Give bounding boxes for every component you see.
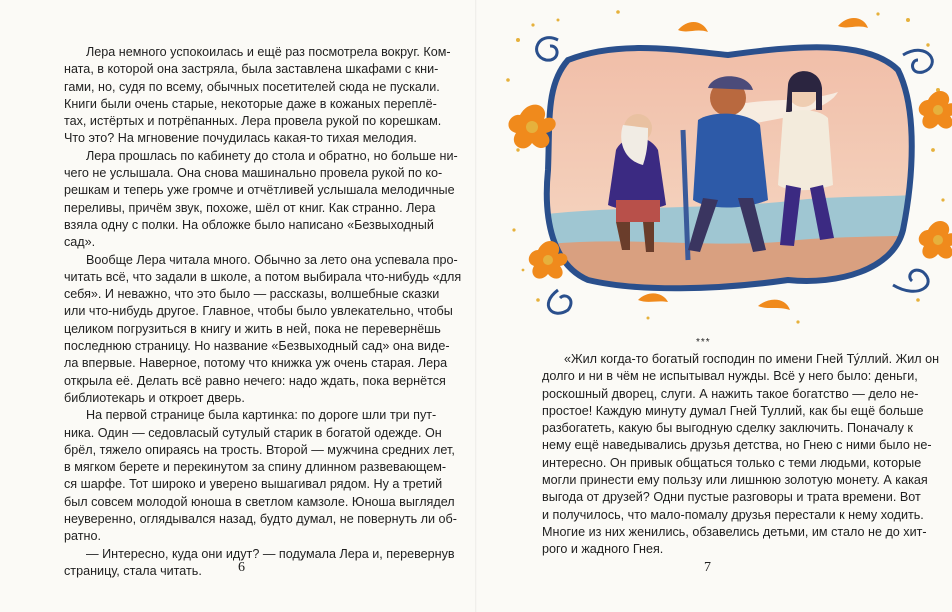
text-line: выгода от друзей? Одни пустые разговоры и трата времени. Вот: [542, 490, 921, 505]
text-line: решкам и теперь уже громче и отчётливей услышала мелодичные: [64, 183, 455, 198]
text-line: библиотекарь и откроет дверь.: [64, 390, 245, 405]
text-line: последнюю страницу. Но название «Безвыходный сад» она виде-: [64, 339, 450, 354]
text-line: нему ещё наведывались друзья детства, но Гнею с ними было не-: [542, 438, 932, 453]
text-line: роскошный дворец, слуги. А нажить такое богатство — дело не-: [542, 386, 919, 401]
text-line: целиком погрузиться в книгу и жить в ней, пока не перевернёшь: [64, 321, 441, 336]
right-page-text: [542, 351, 940, 559]
text-line: Книги были очень старые, некоторые даже в кожаных переплё-: [64, 96, 437, 111]
text-line: «Жил когда-то богатый господин по имени Гней Ту́ллий. Жил он: [564, 352, 940, 366]
text-line: переливы, причём звук, похоже, шёл от книг. Как странно. Лера: [64, 200, 436, 215]
text-line: ся шарфе. Тот широко и уверено вышагивал рядом. Ну а третий: [64, 477, 443, 492]
text-line: сад».: [64, 235, 96, 250]
text-line: могли принести ему пользу или лишнюю золотую монету. А какая: [542, 473, 928, 488]
scene: [498, 0, 952, 330]
text-line: себя». И неважно, что это было — рассказы, волшебные сказки: [64, 287, 440, 302]
text-line: читать всё, что задали в школе, а потом выбирала что-нибудь «для: [64, 269, 462, 284]
text-line: чего не услышала. Она снова машинально провела рукой по ко-: [64, 166, 443, 181]
paragraph: [542, 351, 940, 559]
text-line: тах, истёртых и потрёпанных. Лера провела рукой по корешкам.: [64, 114, 442, 129]
text-line: брёл, тяжело опираясь на трость. Второй — мужчина средних лет,: [64, 442, 455, 457]
text-line: Вообще Лера читала много. Обычно за лето она успевала про-: [86, 252, 458, 267]
text-line: На первой странице была картинка: по дороге шли три пут-: [86, 408, 437, 423]
text-line: взяла одну с полки. На обложке было написано «Безвыходный: [64, 217, 434, 232]
paragraph: [64, 407, 457, 545]
paragraph: [64, 252, 462, 408]
text-line: простое! Каждую минуту думал Гней Туллий, как бы ещё больше: [542, 403, 924, 418]
text-line: гами, но, судя по всему, обычных посетителей сюда не пускали.: [64, 79, 440, 94]
story-illustration: [498, 0, 952, 330]
text-line: Что это? На мгновение почудилась какая-то тихая мелодия.: [64, 131, 417, 146]
text-line: ратно.: [64, 529, 101, 544]
text-line: и получилось, что мало-помалу друзья перестали к нему ходить.: [542, 507, 924, 522]
text-line: разбогатеть, какую бы выгодную сделку заключить. Поначалу к: [542, 421, 913, 436]
section-separator: ***: [696, 337, 711, 348]
text-line: — Интересно, куда они идут? — подумала Лера и, перевернув: [86, 546, 455, 561]
text-line: неуверенно, оглядывался назад, будто думал, не повернуть ли об-: [64, 512, 457, 527]
paragraph: [64, 44, 451, 148]
text-line: страницу, стала читать.: [64, 563, 202, 578]
text-line: был совсем молодой юноша в светлом камзоле. Юноша выглядел: [64, 494, 455, 509]
paragraph: [64, 148, 458, 252]
text-line: ника. Один — седовласый сутулый старик в богатой одежде. Он: [64, 425, 442, 440]
text-line: или что-нибудь другое. Главное, чтобы было увлекательно, чтобы: [64, 304, 453, 319]
page-number: 7: [704, 560, 711, 575]
text-line: в мягком берете и перекинутом за спину длинном развевающем-: [64, 460, 447, 475]
text-line: открыла её. Делать всё равно нечего: надо ждать, пока вернётся: [64, 373, 446, 388]
text-line: Лера прошлась по кабинету до стола и обратно, но больше ни-: [86, 148, 458, 163]
text-line: интересно. Он привык общаться только с теми людьми, которые: [542, 455, 922, 470]
left-page-text: [64, 44, 462, 580]
text-line: долго и ни в чём не испытывал нужды. Всё у него было: деньги,: [542, 369, 918, 384]
text-line: ната, в которой она застряла, была заставлена шкафами с кни-: [64, 62, 439, 77]
right-page: [476, 0, 952, 612]
text-line: рого и жадного Гнея.: [542, 542, 664, 557]
page-number: 6: [238, 560, 245, 575]
text-line: Лера немного успокоилась и ещё раз посмотрела вокруг. Ком-: [86, 45, 451, 59]
text-line: Многие из них женились, обзавелись детьми, им стало не до хит-: [542, 524, 927, 539]
text-line: ла впервые. Наверное, потому что книжка уж очень старая. Лера: [64, 356, 448, 371]
